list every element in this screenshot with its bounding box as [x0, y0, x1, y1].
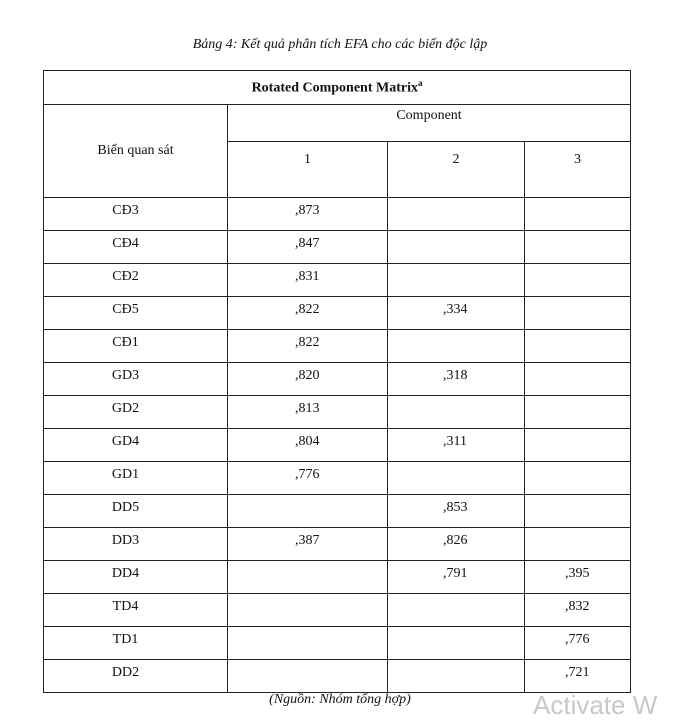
variable-cell: TD1: [44, 627, 228, 660]
variable-cell: DD3: [44, 528, 228, 561]
table-row: [44, 264, 631, 297]
loading-component-1: ,804: [228, 429, 388, 462]
loading-component-3: [525, 396, 631, 429]
loading-component-2: [388, 627, 525, 660]
loading-component-1: ,776: [228, 462, 388, 495]
table-row: [44, 297, 631, 330]
component-number-3: 3: [525, 142, 631, 198]
loading-component-1: ,820: [228, 363, 388, 396]
variable-cell: DD5: [44, 495, 228, 528]
loading-component-1: ,847: [228, 231, 388, 264]
table-row: [44, 627, 631, 660]
loading-component-3: [525, 198, 631, 231]
loading-component-3: [525, 495, 631, 528]
loading-component-2: ,311: [388, 429, 525, 462]
variable-cell: GD4: [44, 429, 228, 462]
loading-component-1: [228, 495, 388, 528]
loading-component-1: ,387: [228, 528, 388, 561]
activation-watermark: Activate W: [533, 690, 658, 720]
variable-cell: TD4: [44, 594, 228, 627]
loading-component-2: [388, 396, 525, 429]
table-row: [44, 495, 631, 528]
table-row: [44, 594, 631, 627]
variable-cell: GD2: [44, 396, 228, 429]
variable-cell: DD2: [44, 660, 228, 693]
loading-component-3: [525, 330, 631, 363]
loading-component-1: [228, 660, 388, 693]
matrix-title-text: Rotated Component Matrix: [251, 80, 418, 96]
table-row: [44, 330, 631, 363]
loading-component-3: [525, 462, 631, 495]
loading-component-1: [228, 561, 388, 594]
variable-header: Biến quan sát: [44, 105, 228, 198]
component-number-1: 1: [228, 142, 388, 198]
loading-component-2: [388, 330, 525, 363]
loading-component-3: ,832: [525, 594, 631, 627]
loading-component-3: [525, 363, 631, 396]
variable-cell: CĐ1: [44, 330, 228, 363]
table-caption: Bảng 4: Kết quả phân tích EFA cho các biến độc lập: [192, 37, 488, 52]
loading-component-2: ,334: [388, 297, 525, 330]
loading-component-2: [388, 462, 525, 495]
matrix-title-superscript: a: [417, 78, 423, 89]
component-header: Component: [228, 105, 631, 142]
loading-component-2: ,826: [388, 528, 525, 561]
loading-component-1: ,822: [228, 330, 388, 363]
table-row: [44, 429, 631, 462]
loading-component-3: [525, 429, 631, 462]
loading-component-1: ,822: [228, 297, 388, 330]
loading-component-2: ,853: [388, 495, 525, 528]
source-note: (Nguồn: Nhóm tổng hợp): [269, 692, 411, 707]
table-row: [44, 231, 631, 264]
variable-cell: CĐ3: [44, 198, 228, 231]
variable-cell: DD4: [44, 561, 228, 594]
matrix-title: [44, 71, 631, 105]
table-row: [44, 396, 631, 429]
loading-component-2: ,318: [388, 363, 525, 396]
table-row: [44, 660, 631, 693]
loading-component-3: [525, 264, 631, 297]
loading-component-1: ,831: [228, 264, 388, 297]
loading-component-2: [388, 231, 525, 264]
loading-component-3: [525, 528, 631, 561]
loading-component-2: [388, 594, 525, 627]
table-row: [44, 528, 631, 561]
variable-cell: GD1: [44, 462, 228, 495]
variable-cell: CĐ5: [44, 297, 228, 330]
loading-component-3: ,776: [525, 627, 631, 660]
variable-cell: GD3: [44, 363, 228, 396]
loading-component-3: ,395: [525, 561, 631, 594]
loading-component-3: ,721: [525, 660, 631, 693]
loading-component-2: ,791: [388, 561, 525, 594]
component-number-2: 2: [388, 142, 525, 198]
rotated-component-matrix: [43, 70, 631, 693]
loading-component-2: [388, 660, 525, 693]
loading-component-3: [525, 297, 631, 330]
loading-component-1: [228, 627, 388, 660]
table-row: [44, 561, 631, 594]
loading-component-2: [388, 198, 525, 231]
variable-cell: CĐ2: [44, 264, 228, 297]
table-row: [44, 198, 631, 231]
table-row: [44, 363, 631, 396]
variable-cell: CĐ4: [44, 231, 228, 264]
table-row: [44, 462, 631, 495]
loading-component-1: [228, 594, 388, 627]
loading-component-1: ,813: [228, 396, 388, 429]
loading-component-1: ,873: [228, 198, 388, 231]
loading-component-3: [525, 231, 631, 264]
loading-component-2: [388, 264, 525, 297]
